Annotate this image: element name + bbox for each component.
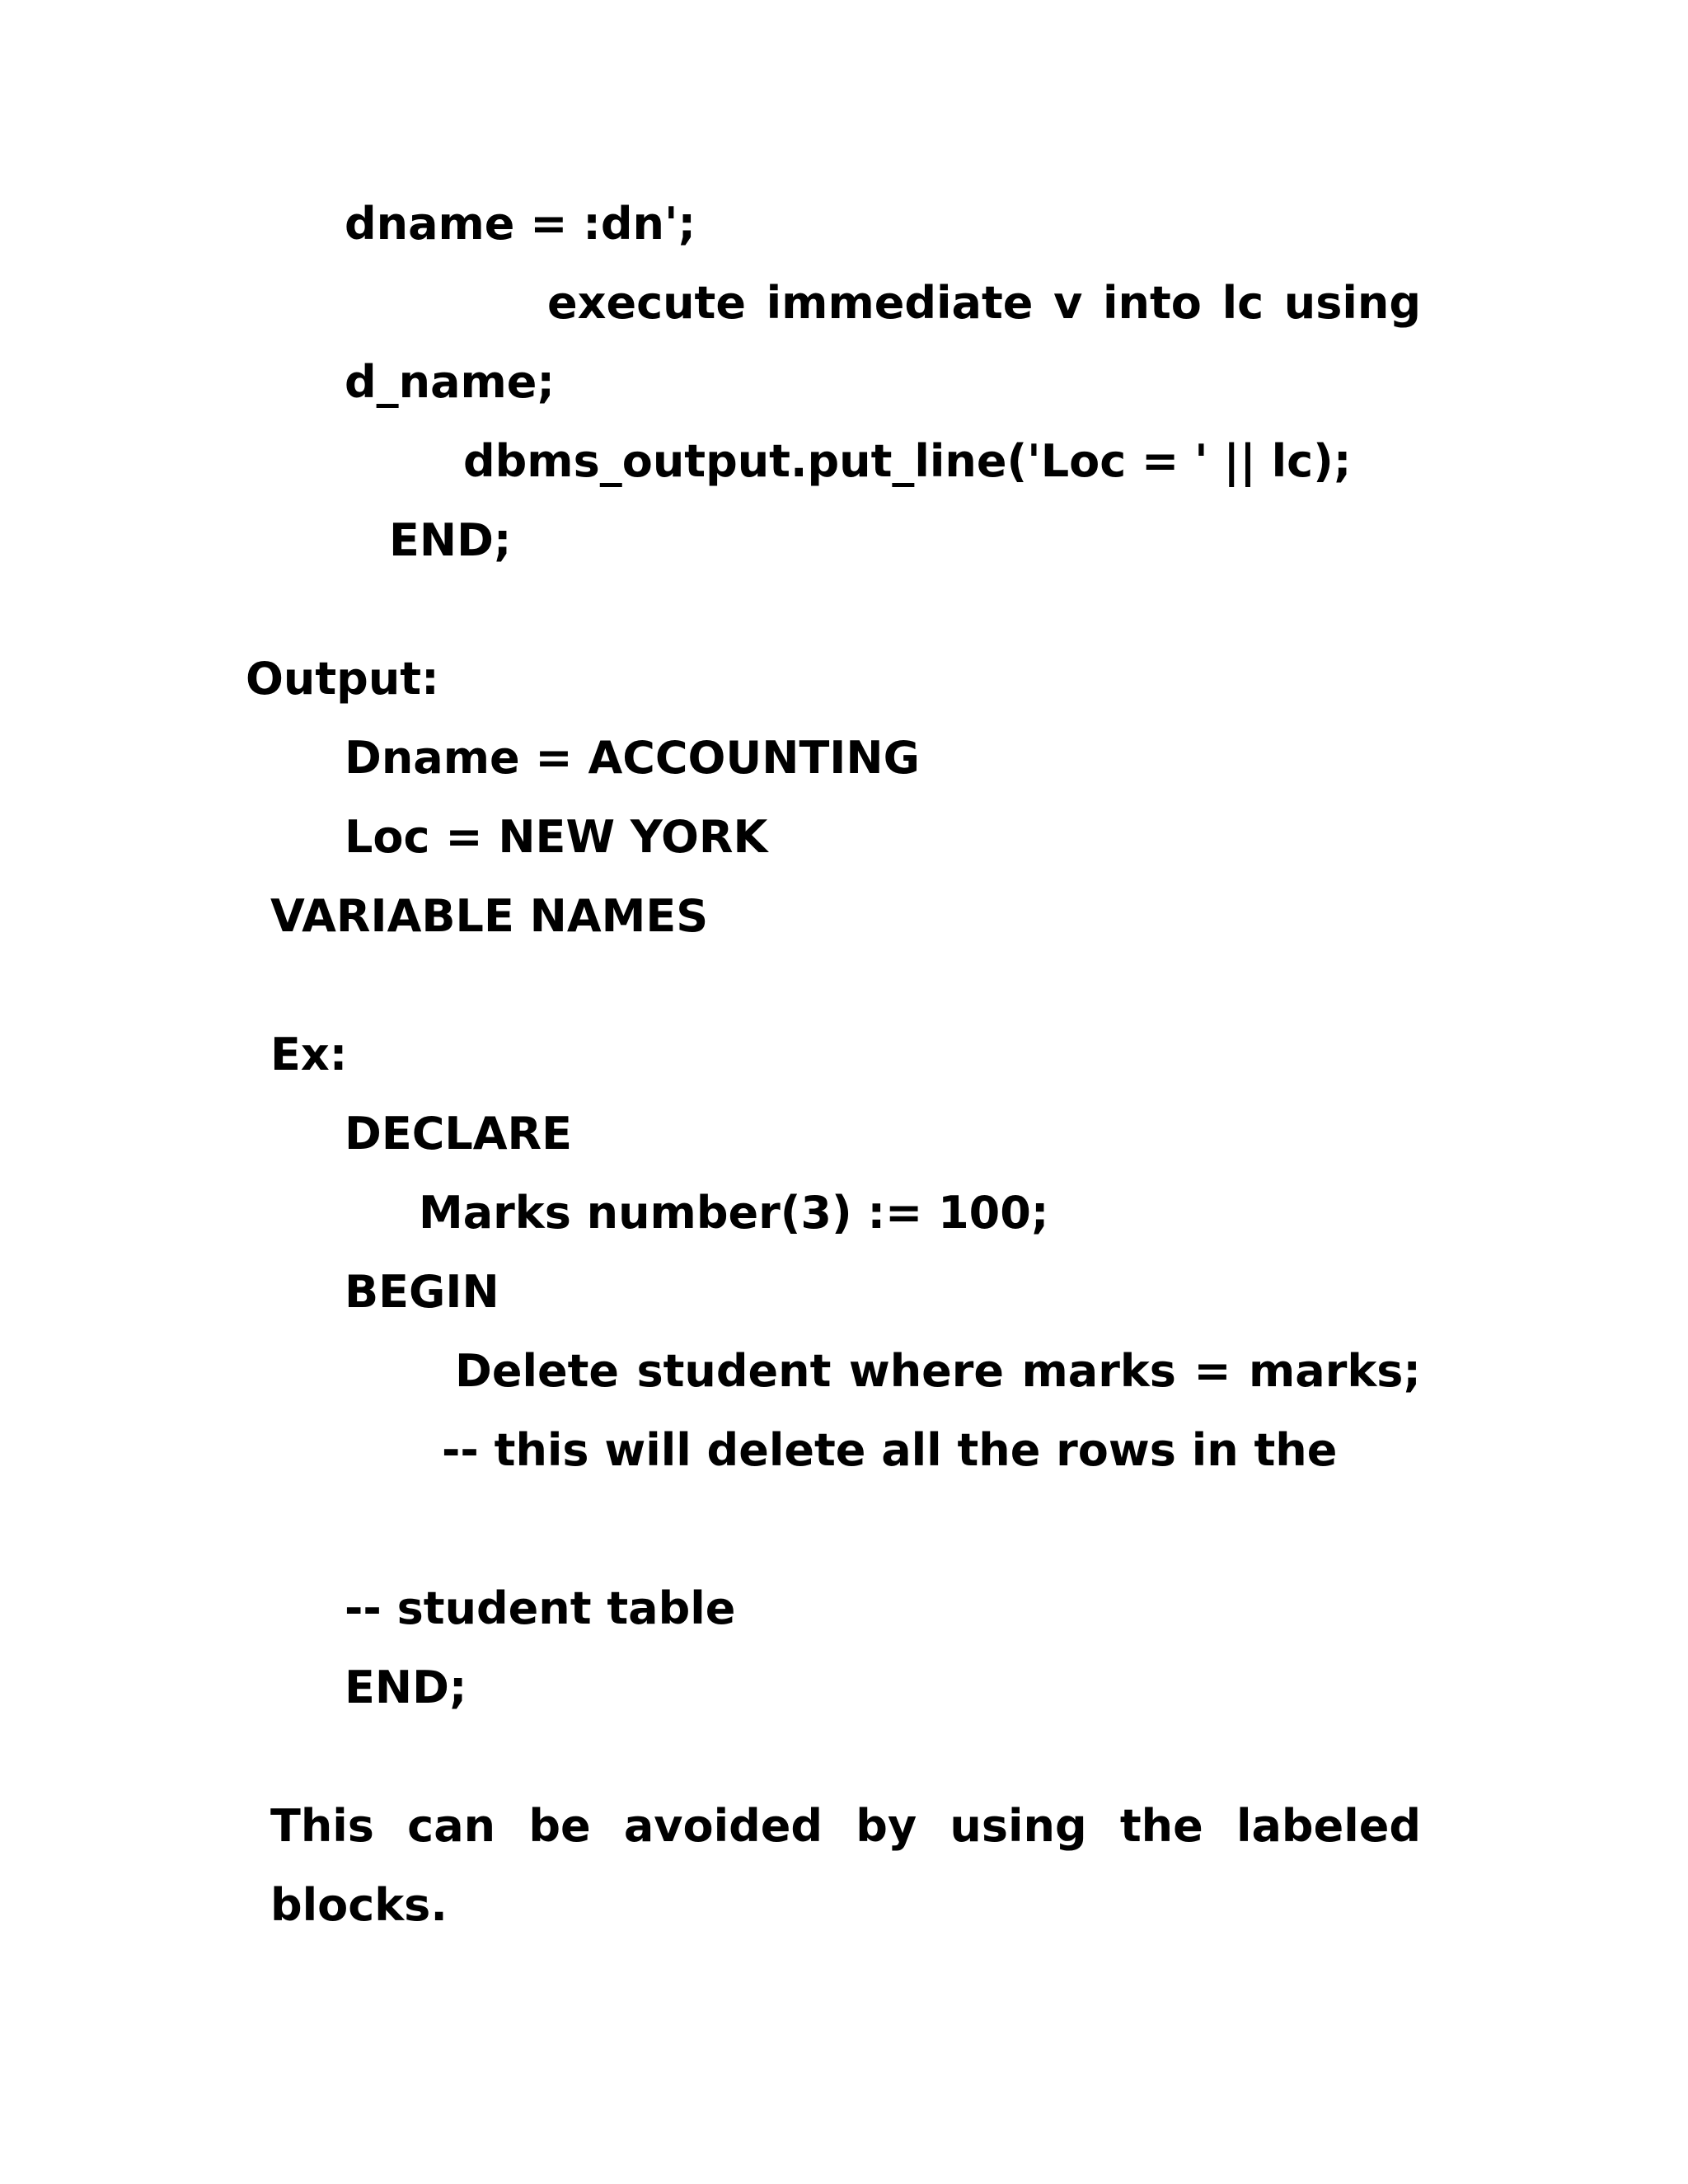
example-label: Ex: bbox=[270, 1029, 348, 1080]
section-title: VARIABLE NAMES bbox=[270, 890, 709, 942]
code-line-dname: dname = :dn'; bbox=[345, 198, 696, 250]
code-comment-line-1: -- this will delete all the rows in the bbox=[442, 1424, 1338, 1476]
code-line-marks: Marks number(3) := 100; bbox=[419, 1187, 1049, 1239]
code-line-execute-immediate: execute immediate v into lc using bbox=[547, 277, 1421, 329]
paragraph-line-2: blocks. bbox=[270, 1879, 448, 1931]
code-line-end-1: END; bbox=[389, 514, 512, 566]
output-line-loc: Loc = NEW YORK bbox=[345, 811, 768, 863]
output-heading: Output: bbox=[246, 653, 439, 705]
code-line-declare: DECLARE bbox=[345, 1108, 573, 1160]
output-line-dname: Dname = ACCOUNTING bbox=[345, 732, 920, 784]
code-line-delete: Delete student where marks = marks; bbox=[455, 1345, 1421, 1397]
code-line-dbms-output: dbms_output.put_line('Loc = ' || lc); bbox=[463, 435, 1352, 487]
code-comment-line-2: -- student table bbox=[345, 1582, 736, 1634]
code-line-d-name: d_name; bbox=[345, 356, 556, 408]
code-line-begin: BEGIN bbox=[345, 1266, 499, 1318]
paragraph-line-1: This can be avoided by using the labeled bbox=[270, 1800, 1421, 1852]
code-line-end-2: END; bbox=[345, 1661, 467, 1713]
